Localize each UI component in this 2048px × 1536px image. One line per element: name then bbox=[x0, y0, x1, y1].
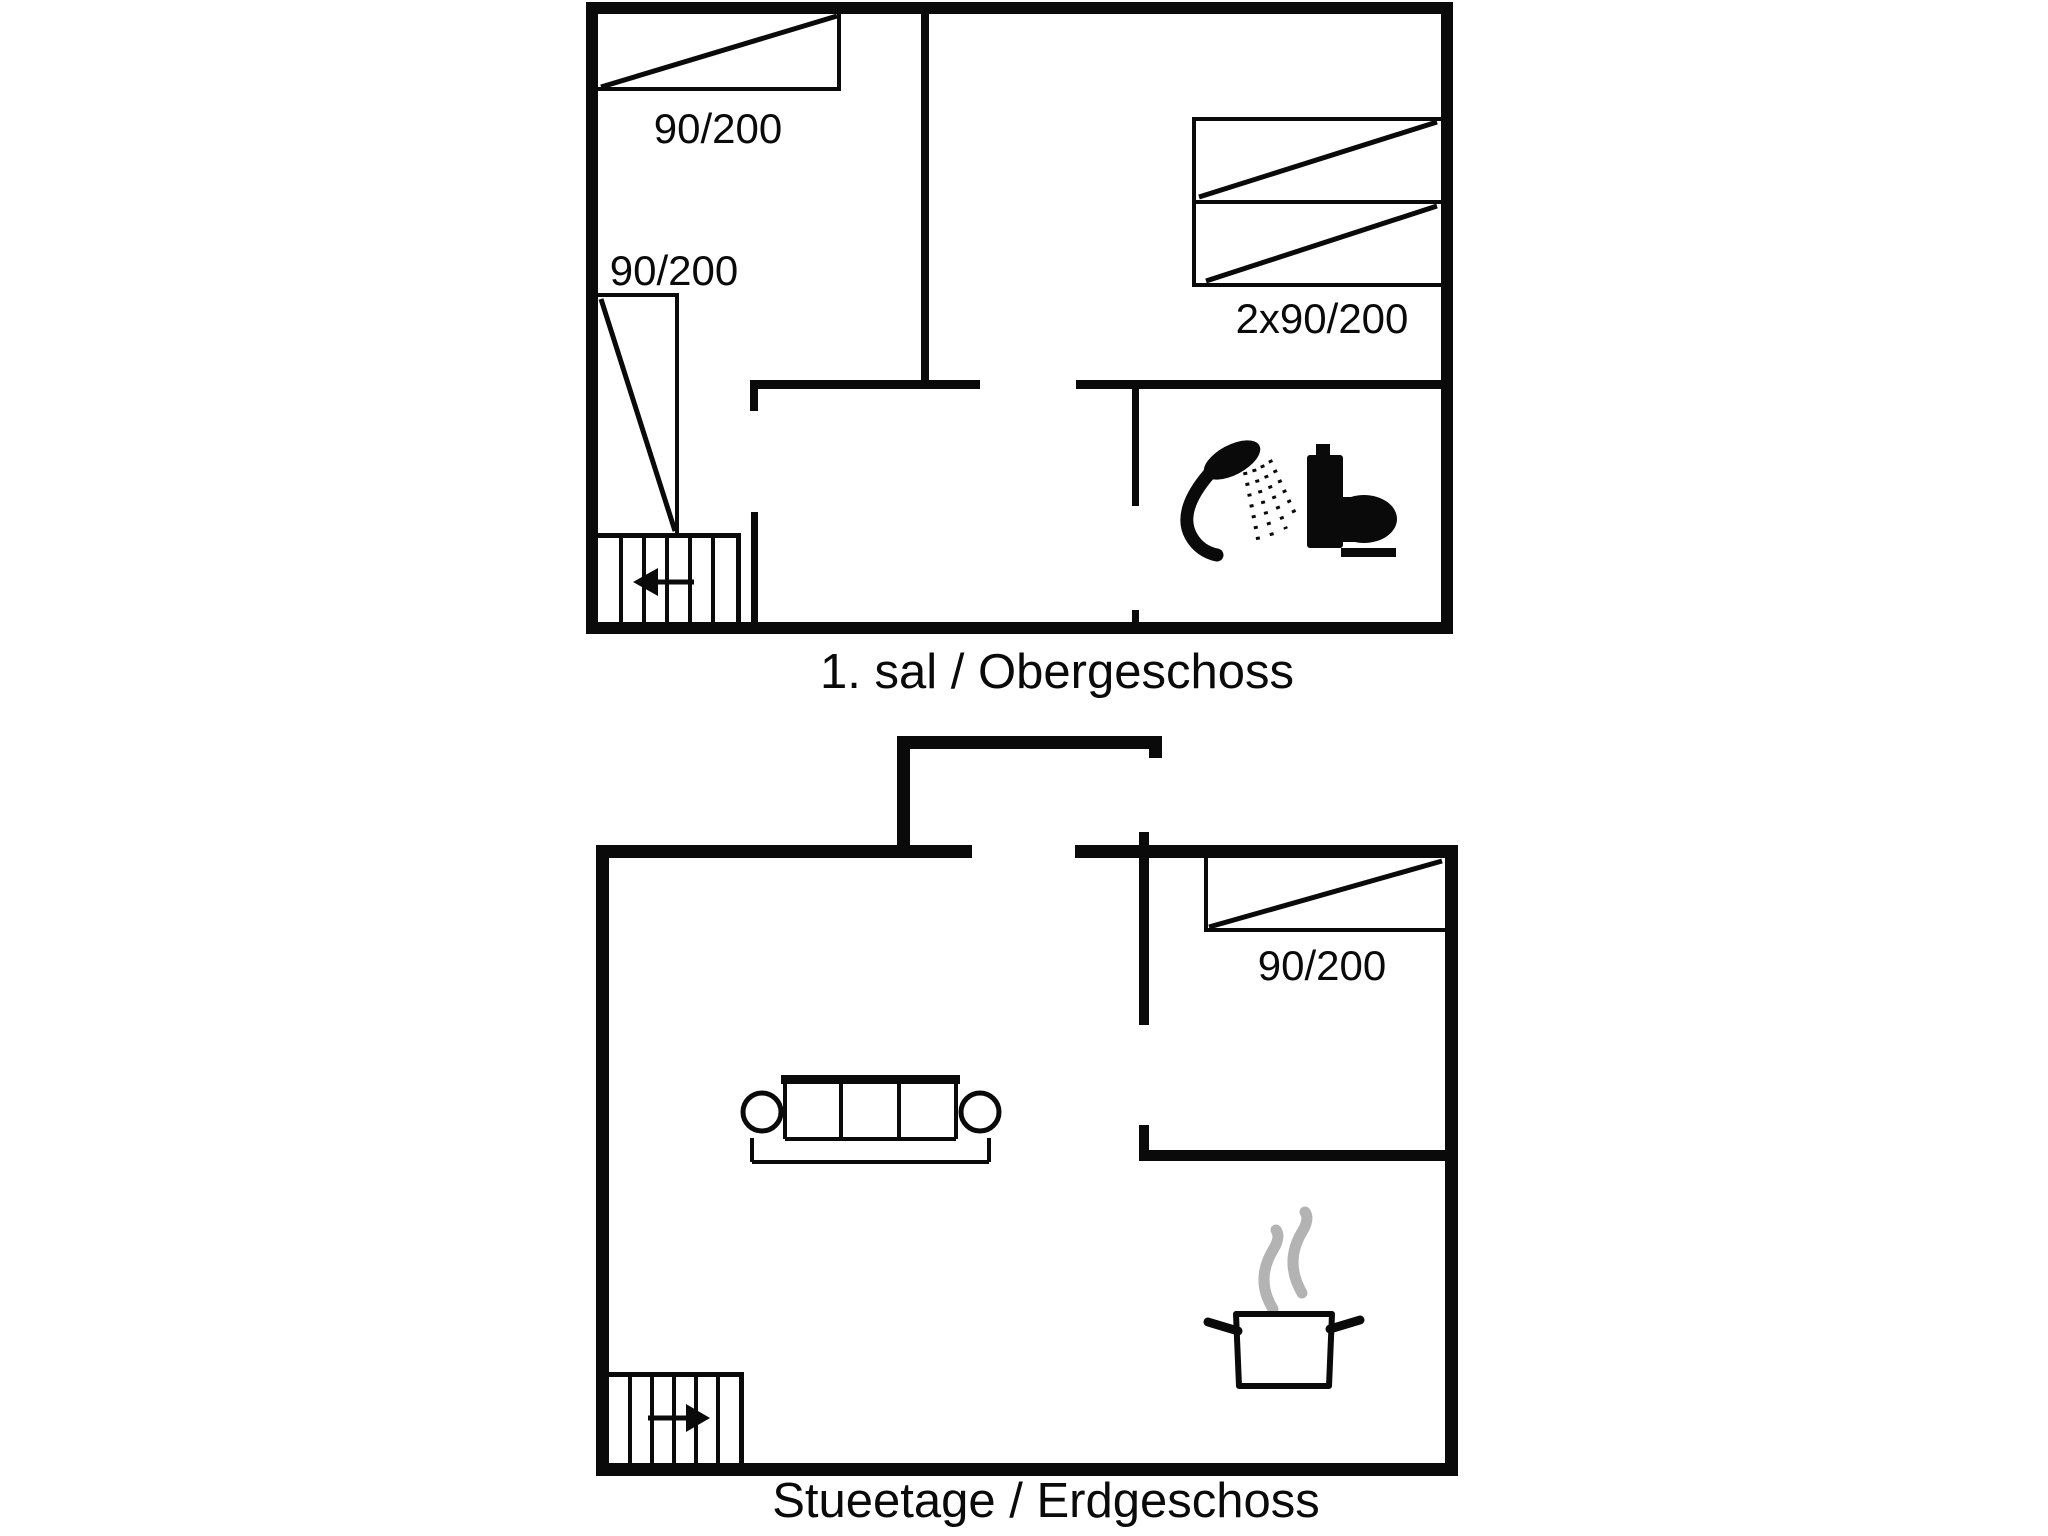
steam-icon bbox=[1264, 1212, 1307, 1309]
bed-size-label: 90/200 bbox=[653, 105, 783, 152]
sofa-icon bbox=[743, 1075, 999, 1162]
floor-caption: Stueetage / Erdgeschoss bbox=[772, 1474, 1320, 1528]
lower-interior-walls bbox=[1139, 832, 1458, 1161]
stair-direction-arrow-icon bbox=[648, 1404, 710, 1432]
floor-caption: 1. sal / Obergeschoss bbox=[820, 645, 1294, 699]
single-bed-icon bbox=[1204, 858, 1445, 932]
upper-floor-plan bbox=[586, 2, 1453, 699]
bed-size-label: 2x90/200 bbox=[1235, 295, 1409, 342]
staircase-icon bbox=[609, 1372, 744, 1463]
entrance-porch-walls bbox=[897, 736, 1162, 845]
toilet-icon bbox=[1307, 444, 1397, 557]
single-bed-icon bbox=[598, 14, 841, 91]
lower-floor-plan bbox=[596, 736, 1458, 1528]
bed-size-label: 90/200 bbox=[1257, 942, 1387, 989]
double-bed-icon bbox=[1192, 117, 1441, 287]
staircase-icon bbox=[598, 533, 741, 622]
single-bed-icon bbox=[598, 293, 679, 536]
cooking-pot-icon bbox=[1208, 1212, 1360, 1386]
bed-size-label: 90/200 bbox=[609, 247, 739, 294]
shower-icon bbox=[1187, 432, 1296, 555]
